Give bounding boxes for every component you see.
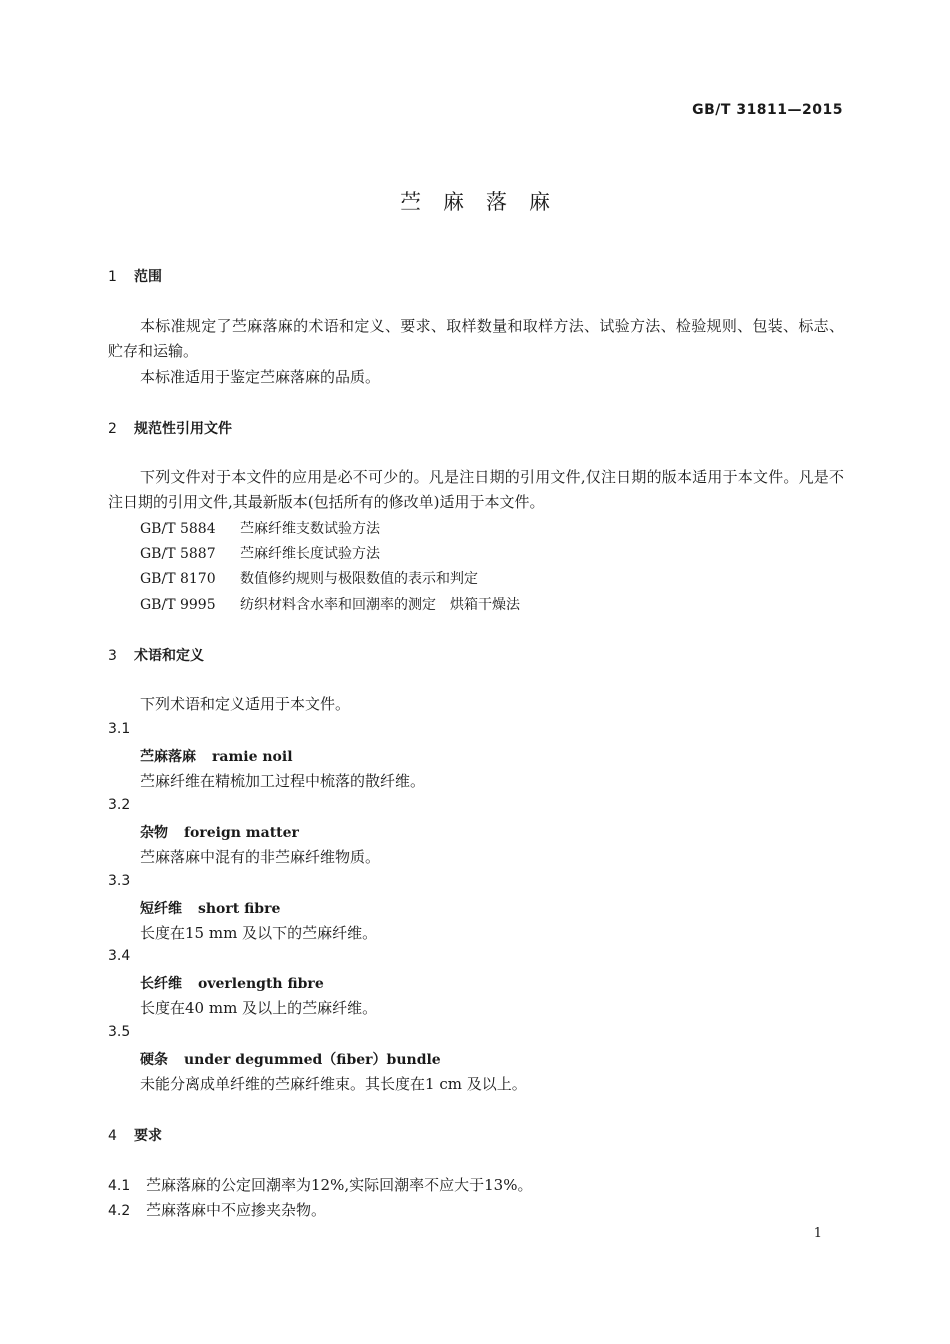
term-number: 3.3: [108, 873, 131, 889]
section-1-heading: [108, 266, 162, 286]
normative-reference: [140, 543, 380, 563]
term-heading: [140, 973, 324, 993]
requirement-text: 苎麻落麻中不应掺夹杂物。: [146, 1201, 327, 1219]
section-1-paragraph-2: 本标准适用于鉴定苎麻落麻的品质。: [140, 368, 381, 386]
normative-reference: [140, 518, 380, 538]
requirement-number: 4.1: [108, 1178, 131, 1194]
section-3-heading: [108, 645, 204, 665]
term-heading: [140, 746, 293, 766]
term-heading: [140, 822, 299, 842]
term-number: 3.2: [108, 797, 131, 813]
section-3-intro: 下列术语和定义适用于本文件。: [140, 695, 351, 713]
reference-code: GB/T 5887: [140, 546, 216, 562]
normative-reference: [140, 568, 478, 588]
term-english: short fibre: [198, 901, 281, 917]
section-title: 要求: [134, 1128, 162, 1144]
reference-title: 数值修约规则与极限数值的表示和判定: [240, 571, 478, 587]
term-chinese: 短纤维: [140, 901, 182, 917]
standard-number: GB/T 31811—2015: [692, 102, 843, 118]
term-heading: [140, 898, 280, 918]
term-chinese: 杂物: [140, 825, 168, 841]
term-number: 3.4: [108, 948, 131, 964]
term-english: overlength fibre: [198, 976, 324, 992]
section-1-paragraph-1: 本标准规定了苎麻落麻的术语和定义、要求、取样数量和取样方法、试验方法、检验规则、包装、标志、贮存和运输。: [108, 317, 844, 360]
requirement-number: 4.2: [108, 1203, 131, 1219]
term-definition: 苎麻纤维在精梳加工过程中梳落的散纤维。: [140, 772, 426, 790]
section-2-paragraph-1: 下列文件对于本文件的应用是必不可少的。凡是注日期的引用文件,仅注日期的版本适用于本文件。凡是不注日期的引用文件,其最新版本(包括所有的修改单)适用于本文件。: [108, 468, 844, 511]
term-english: ramie noil: [212, 749, 293, 765]
section-title: 术语和定义: [134, 648, 204, 664]
term-number: 3.5: [108, 1024, 131, 1040]
term-definition: 长度在15 mm 及以下的苎麻纤维。: [140, 924, 378, 942]
reference-title: 苎麻纤维支数试验方法: [240, 521, 380, 537]
section-title: 范围: [134, 269, 162, 285]
section-number: 3: [108, 648, 117, 664]
section-number: 2: [108, 421, 117, 437]
term-chinese: 长纤维: [140, 976, 182, 992]
document-title: 苎麻落麻: [400, 190, 572, 214]
section-2-heading: [108, 418, 232, 438]
requirement-item: [108, 1199, 326, 1220]
term-definition: 长度在40 mm 及以上的苎麻纤维。: [140, 999, 378, 1017]
section-4-heading: [108, 1125, 162, 1145]
normative-reference: [140, 594, 520, 614]
reference-code: GB/T 5884: [140, 521, 216, 537]
term-english: foreign matter: [184, 825, 299, 841]
reference-code: GB/T 8170: [140, 571, 216, 587]
term-definition: 苎麻落麻中混有的非苎麻纤维物质。: [140, 848, 381, 866]
requirement-item: [108, 1174, 532, 1195]
requirement-text: 苎麻落麻的公定回潮率为12%,实际回潮率不应大于13%。: [146, 1176, 533, 1194]
section-number: 4: [108, 1128, 117, 1144]
reference-title: 苎麻纤维长度试验方法: [240, 546, 380, 562]
term-chinese: 硬条: [140, 1052, 168, 1068]
term-definition: 未能分离成单纤维的苎麻纤维束。其长度在1 cm 及以上。: [140, 1075, 527, 1093]
reference-title: 纺织材料含水率和回潮率的测定 烘箱干燥法: [240, 597, 520, 613]
page-number: 1: [813, 1226, 822, 1241]
term-chinese: 苎麻落麻: [140, 749, 196, 765]
term-english: under degummed（fiber）bundle: [184, 1052, 441, 1068]
reference-code: GB/T 9995: [140, 597, 216, 613]
term-number: 3.1: [108, 721, 131, 737]
term-heading: [140, 1049, 441, 1069]
section-number: 1: [108, 269, 117, 285]
section-title: 规范性引用文件: [134, 421, 232, 437]
